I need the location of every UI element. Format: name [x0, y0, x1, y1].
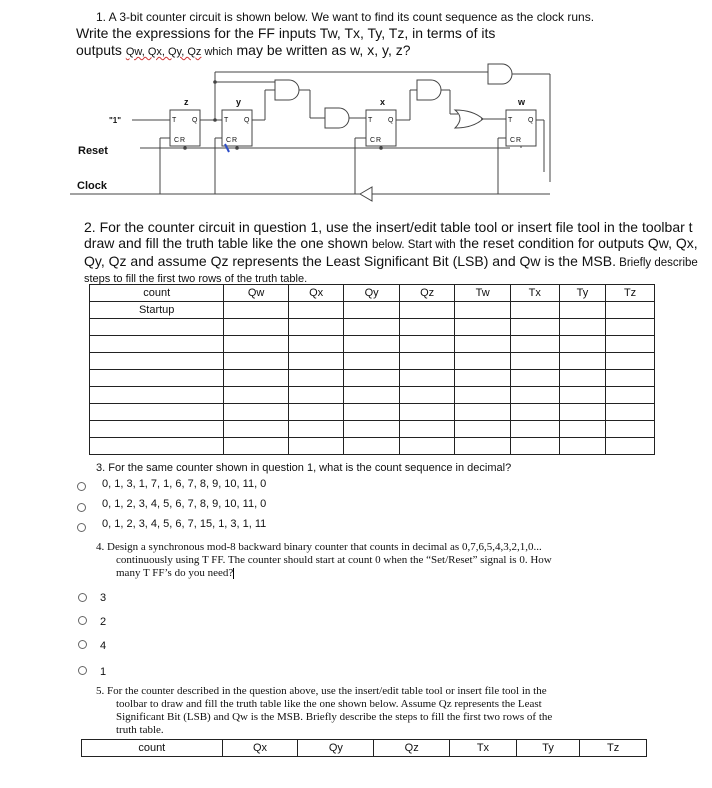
q5-header-qx[interactable]: Qx — [222, 740, 298, 757]
header-ty[interactable]: Ty — [559, 285, 606, 302]
q4-option-1-label[interactable]: 3 — [100, 592, 107, 604]
q1-line3-prefix: outputs — [76, 42, 126, 58]
header-tw[interactable]: Tw — [455, 285, 511, 302]
q4-text — [96, 541, 626, 580]
q2-line1: 2. For the counter circuit in question 1, use the insert/edit table tool or insert file tool in the toolbar t — [84, 219, 693, 235]
and-gate-3 — [488, 64, 512, 84]
q1-which: which — [201, 46, 233, 58]
q2-line3 — [84, 253, 712, 271]
q5-text — [96, 685, 636, 737]
header-qz[interactable]: Qz — [399, 285, 455, 302]
ff-z-r: R — [180, 137, 186, 144]
q5-header-qy[interactable]: Qy — [298, 740, 374, 757]
q3-option-3-radio[interactable] — [77, 523, 86, 532]
q3-question: 3. For the same counter shown in question 1, what is the count sequence in decimal? — [96, 462, 512, 474]
ff-y-label: y — [236, 97, 242, 107]
ff-y-t: T — [224, 117, 229, 124]
q4-line2: continuously using T FF. The counter should start at count 0 when the “Set/Reset” signal is 0. How — [116, 554, 552, 566]
q3-option-3-label[interactable]: 0, 1, 2, 3, 4, 5, 6, 7, 15, 1, 3, 1, 11 — [102, 518, 267, 530]
counter-circuit-diagram — [70, 62, 560, 212]
ff-w-r: R — [516, 137, 522, 144]
table-row — [90, 404, 655, 421]
q2-line2 — [84, 235, 712, 253]
ff-x-q: Q — [388, 117, 394, 124]
ff-x-t: T — [368, 117, 373, 124]
and-gate-1 — [275, 80, 299, 100]
q5-header-count[interactable]: count — [82, 740, 223, 757]
table-header-row — [82, 740, 647, 757]
ff-y-q: Q — [244, 117, 250, 124]
q3-option-2-radio[interactable] — [77, 503, 86, 512]
ff-x-c: C — [370, 137, 376, 144]
q4-option-2-label[interactable]: 2 — [100, 616, 107, 628]
q4-line3 — [96, 567, 626, 580]
table-row — [90, 302, 655, 319]
ff-w-label: w — [518, 97, 526, 107]
q5-header-tx[interactable]: Tx — [450, 740, 517, 757]
q1-text — [76, 25, 576, 61]
header-qy[interactable]: Qy — [344, 285, 400, 302]
table-row — [90, 353, 655, 370]
table-row — [90, 336, 655, 353]
q1-line1: 1. A 3-bit counter circuit is shown below. We want to find its count sequence as the clock runs. — [96, 10, 595, 24]
q5-truth-table[interactable] — [81, 739, 647, 757]
table-row — [90, 438, 655, 455]
q2-line3-a: Qy, Qz and assume Qz represents the Least Significant Bit (LSB) and Qw is the MSB. — [84, 253, 616, 269]
q2-line4: steps to fill the first two rows of the truth table. — [84, 273, 308, 285]
q1-line3-suffix: may be written as w, x, y, z? — [232, 42, 411, 58]
q4-option-4-label[interactable]: 1 — [100, 666, 107, 678]
ff-z-q: Q — [192, 117, 198, 124]
ff-z-t: T — [172, 117, 177, 124]
table-row — [90, 421, 655, 438]
q5-line4: truth table. — [116, 724, 164, 736]
q1-line2: Write the expressions for the FF inputs Tw, Tx, Ty, Tz, in terms of its — [76, 25, 496, 41]
ff-z-label: z — [184, 97, 189, 107]
header-qx[interactable]: Qx — [288, 285, 344, 302]
header-qw[interactable]: Qw — [224, 285, 288, 302]
q5-header-ty[interactable]: Ty — [516, 740, 580, 757]
q1-line3 — [76, 42, 576, 61]
q2-line3-b: Briefly describe — [615, 257, 698, 269]
q3-option-1-radio[interactable] — [77, 482, 86, 491]
table-row — [90, 387, 655, 404]
q5-line1: 5. For the counter described in the question above, use the insert/edit table tool or insert file tool in the — [96, 685, 547, 697]
ff-w-q: Q — [528, 117, 534, 124]
q4-option-2-radio[interactable] — [78, 616, 87, 625]
q4-option-4-radio[interactable] — [78, 666, 87, 675]
ff-z-c: C — [174, 137, 180, 144]
q5-line2: toolbar to draw and fill the truth table like the one shown below. Assume Qz represents the Least — [116, 698, 542, 710]
reset-label: Reset — [78, 145, 108, 157]
startup-cell[interactable]: Startup — [90, 302, 224, 319]
q4-line1: 4. Design a synchronous mod-8 backward binary counter that counts in decimal as 0,7,6,5,4,3,2,1,0... — [96, 541, 542, 553]
ff-x-label: x — [380, 97, 386, 107]
ff-w-t: T — [508, 117, 513, 124]
clock-label: Clock — [77, 180, 107, 192]
q4-option-3-radio[interactable] — [78, 640, 87, 649]
q3-option-2-label[interactable]: 0, 1, 2, 3, 4, 5, 6, 7, 8, 9, 10, 11, 0 — [102, 498, 267, 510]
q2-truth-table[interactable] — [89, 284, 655, 455]
header-count[interactable]: count — [90, 285, 224, 302]
q4-option-3-label[interactable]: 4 — [100, 640, 107, 652]
or-gate — [455, 110, 483, 128]
header-tx[interactable]: Tx — [510, 285, 559, 302]
one-input-label: "1" — [109, 116, 122, 125]
and-gate-2 — [417, 80, 441, 100]
q4-option-1-radio[interactable] — [78, 593, 87, 602]
q4-line3-text: many T FF’s do you need? — [116, 567, 234, 579]
q2-line2-a: draw and fill the truth table like the one shown — [84, 235, 372, 251]
ff-w-c: C — [510, 137, 516, 144]
q3-option-1-label[interactable]: 0, 1, 3, 1, 7, 1, 6, 7, 8, 9, 10, 11, 0 — [102, 478, 267, 490]
header-tz[interactable]: Tz — [606, 285, 655, 302]
q1-output-vars: Qw, Qx, Qy, Qz — [125, 46, 202, 58]
q2-line2-c: the reset condition for outputs Qw, Qx, — [455, 235, 698, 251]
q2-text — [84, 219, 712, 287]
q5-header-tz[interactable]: Tz — [580, 740, 647, 757]
table-row — [90, 370, 655, 387]
ff-y-c: C — [226, 137, 232, 144]
table-row — [90, 319, 655, 336]
q5-header-qz[interactable]: Qz — [374, 740, 450, 757]
ff-y-r: R — [232, 137, 238, 144]
text-cursor — [233, 568, 234, 579]
q2-line2-b: below. Start with — [371, 239, 456, 251]
ff-x-r: R — [376, 137, 382, 144]
and-gate-4 — [325, 108, 349, 128]
q5-line3: Significant Bit (LSB) and Qw is the MSB. Briefly describe the steps to fill the first two rows of the — [116, 711, 553, 723]
clock-buffer — [360, 187, 372, 201]
table-header-row — [90, 285, 655, 302]
